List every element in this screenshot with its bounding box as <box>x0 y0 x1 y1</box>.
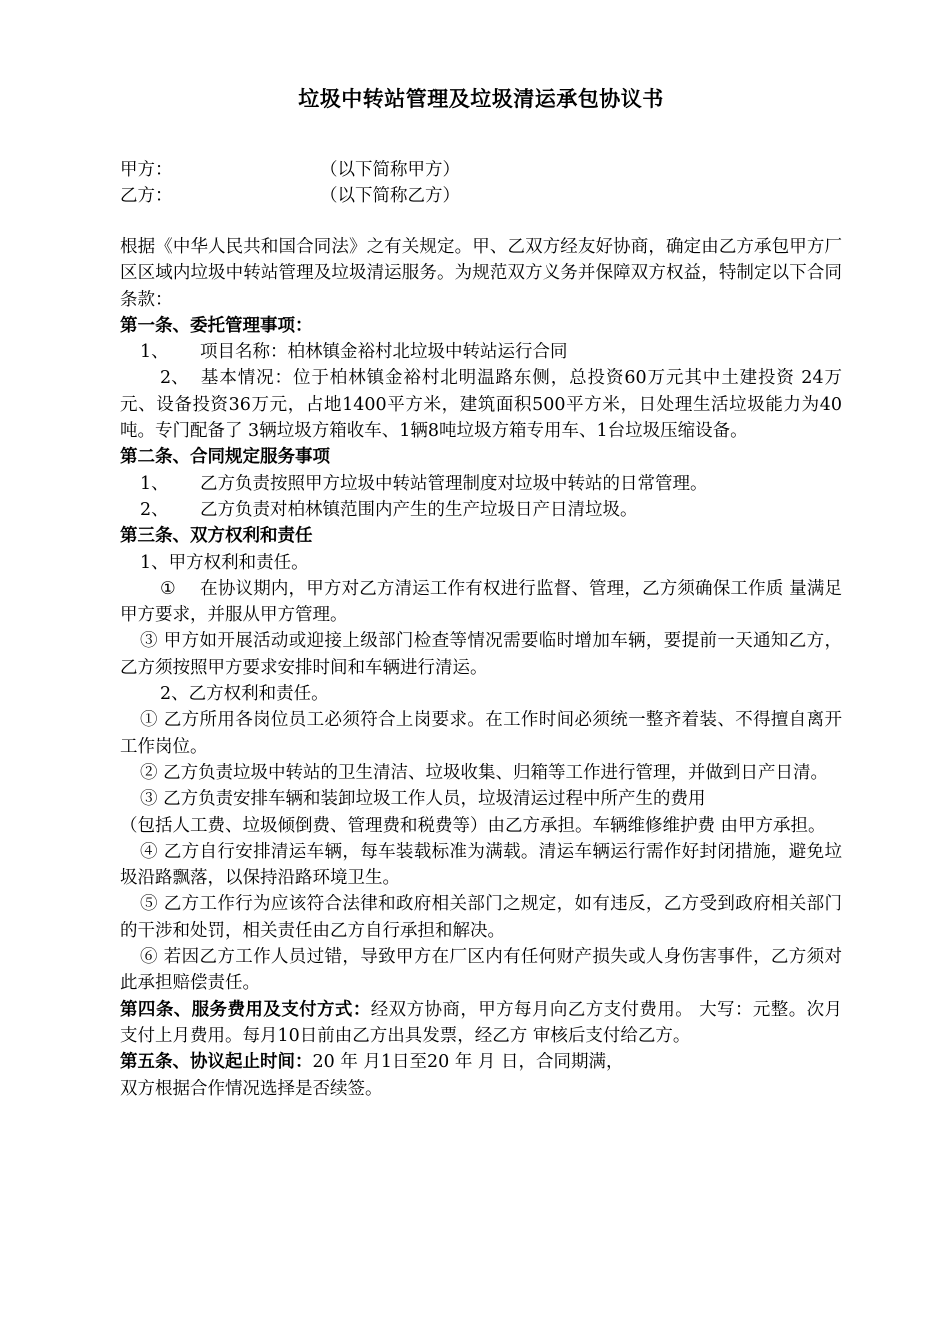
article-2-item-1 <box>120 471 842 497</box>
intro-paragraph: 根据《中华人民共和国合同法》之有关规定。甲、乙双方经友好协商，确定由乙方承包甲方厂区区域内垃圾中转站管理及垃圾清运服务。为规范双方义务并保障双方权益，特制定以下合同条款： <box>120 237 842 310</box>
article-2-item-2 <box>120 497 842 523</box>
article-2-heading: 第二条、合同规定服务事项 <box>120 447 330 468</box>
article-3-b4: ④ 乙方自行安排清运车辆，每车装载标准为满载。清运车辆运行需作好封闭措施，避免垃圾沿路飘落，以保持沿路环境卫生。 <box>120 841 842 889</box>
article-3-b3-line-1: ③ 乙方负责安排车辆和装卸垃圾工作人员，垃圾清运过程中所产生的费用 <box>140 789 706 810</box>
party-b-line <box>120 183 842 209</box>
item-text: 在协议期内，甲方对乙方清运工作有权进行监督、管理，乙方须确保工作质 量满足甲方要求，并服从甲方管理。 <box>120 578 842 626</box>
party-b-label: 乙方： <box>120 186 173 206</box>
article-3-a1 <box>120 576 842 629</box>
article-3-b3-line-2: （包括人工费、垃圾倾倒费、管理费和税费等）由乙方承担。车辆维修维护费 由甲方承担。 <box>120 815 826 836</box>
article-3-heading: 第三条、双方权利和责任 <box>120 526 313 547</box>
item-text: 乙方负责对柏林镇范围内产生的生产垃圾日产日清垃圾。 <box>200 499 638 520</box>
article-3-b5: ⑤ 乙方工作行为应该符合法律和政府相关部门之规定，如有违反，乙方受到政府相关部门的干涉和处罚，相关责任由乙方自行承担和解决。 <box>120 894 842 941</box>
article-3-b6: ⑥ 若因乙方工作人员过错，导致甲方在厂区内有任何财产损失或人身伤害事件，乙方须对此承担赔偿责任。 <box>120 947 842 994</box>
item-number: 2、 <box>140 499 169 520</box>
item-number: ① <box>160 578 176 599</box>
item-text: 基本情况：位于柏林镇金裕村北明温路东侧，总投资60万元其中土建投资 24万元、设备投资36万元，占地1400平方米，建筑面积500平方米，日处理生活垃圾能力为40吨。专门配备了 3辆垃圾方箱收车、1辆8吨垃圾方箱专用车、1台垃圾压缩设备。 <box>120 368 842 442</box>
article-5-line-2: 双方根据合作情况选择是否续签。 <box>120 1078 383 1099</box>
item-text: 项目名称：柏林镇金裕村北垃圾中转站运行合同 <box>200 342 568 363</box>
article-5-heading: 第五条、协议起止时间： <box>120 1052 313 1073</box>
item-number: 1、 <box>140 473 169 494</box>
article-1-item-2 <box>120 365 842 444</box>
party-a-line <box>120 157 842 183</box>
article-3-b1: ① 乙方所用各岗位员工必须符合上岗要求。在工作时间必须统一整齐着装、不得擅自离开工作岗位。 <box>120 710 842 757</box>
article-5-line-1 <box>120 1049 842 1075</box>
article-1-heading: 第一条、委托管理事项： <box>120 315 313 336</box>
contract-body <box>120 234 842 1102</box>
article-5-dates: 20 年 月1日至20 年 月 日，合同期满， <box>312 1052 624 1073</box>
item-number: 2、 <box>160 368 189 389</box>
article-4-heading: 第四条、服务费用及支付方式： <box>120 999 371 1020</box>
article-4-text: 经双方协商，甲方每月向乙方支付费用。 大写：元整。次月支付上月费用。每月10日前由乙方出具发票，经乙方 审核后支付给乙方。 <box>120 999 843 1046</box>
article-1-item-1 <box>120 339 842 365</box>
article-3-b2: ② 乙方负责垃圾中转站的卫生清洁、垃圾收集、归箱等工作进行管理，并做到日产日清。 <box>140 762 829 783</box>
party-a-label: 甲方： <box>120 160 173 180</box>
party-a-note: （以下简称甲方） <box>320 160 460 180</box>
article-3-a3: ③ 甲方如开展活动或迎接上级部门检查等情况需要临时增加车辆，要提前一天通知乙方，乙方须按照甲方要求安排时间和车辆进行清运。 <box>120 631 842 678</box>
article-4 <box>120 997 842 1050</box>
item-text: 乙方负责按照甲方垃圾中转站管理制度对垃圾中转站的日常管理。 <box>200 473 708 494</box>
item-number: 1、 <box>140 342 169 363</box>
document-title: 垃圾中转站管理及垃圾清运承包协议书 <box>298 87 664 111</box>
party-b-note: （以下简称乙方） <box>320 186 460 206</box>
article-3-sub-1: 1、甲方权利和责任。 <box>140 552 309 573</box>
article-3-sub-2: 2、乙方权利和责任。 <box>160 684 329 705</box>
